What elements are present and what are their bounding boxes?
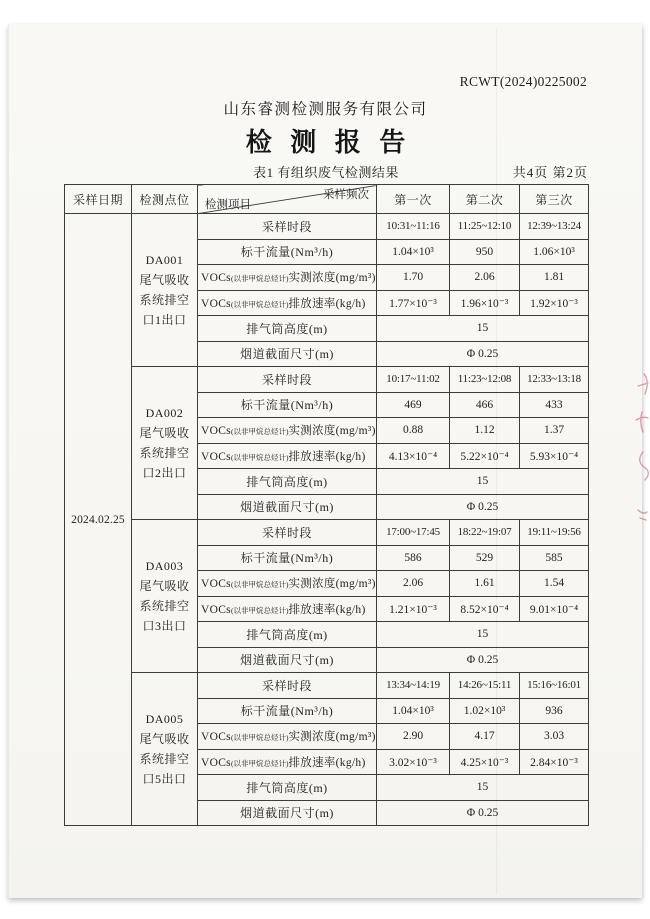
period-value: 12:39~13:24 (520, 214, 589, 240)
row-label-period: 采样时段 (198, 673, 377, 699)
voc-prefix: VOCs (201, 297, 231, 310)
period-value: 18:22~19:07 (450, 520, 520, 546)
period-value: 17:00~17:45 (377, 520, 450, 546)
point-code: DA002 (145, 406, 184, 420)
voc-qualifier: (以非甲烷总烃计) (230, 274, 289, 284)
voc-rate-suffix: 排放速率(kg/h) (288, 756, 366, 769)
flow-value: 1.04×10³ (377, 239, 450, 265)
concentration-value: 4.17 (450, 724, 520, 750)
flow-value: 936 (520, 698, 589, 724)
voc-qualifier: (以非甲烷总烃计) (230, 427, 289, 437)
table-caption-row (64, 162, 588, 180)
period-value: 10:17~11:02 (377, 367, 450, 393)
voc-qualifier: (以非甲烷总烃计) (230, 452, 289, 462)
concentration-value: 1.54 (520, 571, 589, 597)
monitor-point-da002 (132, 367, 198, 520)
concentration-value: 3.03 (520, 724, 589, 750)
table-row (65, 673, 589, 699)
point-line: 尾气吸收 (139, 579, 190, 593)
voc-prefix: VOCs (201, 450, 231, 463)
duct-size-value: Φ 0.25 (377, 800, 589, 826)
period-value: 10:31~11:16 (377, 214, 450, 240)
row-label-duct-size: 烟道截面尺寸(m) (198, 341, 377, 367)
voc-rate-suffix: 排放速率(kg/h) (288, 603, 366, 616)
voc-conc-suffix: 实测浓度(mg/m³) (288, 272, 376, 285)
concentration-value: 1.61 (450, 571, 520, 597)
duct-size-value: Φ 0.25 (377, 494, 589, 520)
voc-prefix: VOCs (201, 731, 231, 744)
duct-size-value: Φ 0.25 (377, 341, 589, 367)
rate-value: 5.93×10⁻⁴ (520, 443, 589, 469)
point-line: 系统排空 (139, 293, 190, 307)
concentration-value: 1.12 (450, 418, 520, 444)
row-label-period: 采样时段 (198, 520, 377, 546)
row-label-flow: 标干流量(Nm³/h) (198, 698, 377, 724)
rate-value: 2.84×10⁻³ (520, 749, 589, 775)
flow-value: 586 (377, 545, 450, 571)
row-label-duct-size: 烟道截面尺寸(m) (198, 494, 377, 520)
monitor-point-da005 (132, 673, 198, 826)
row-label-stack-height: 排气筒高度(m) (198, 469, 377, 495)
report-title: 检 测 报 告 (245, 128, 412, 157)
point-code: DA003 (145, 559, 184, 573)
row-label-period: 采样时段 (198, 214, 377, 240)
row-label-voc-rate (198, 749, 377, 775)
row-label-voc-concentration (198, 265, 377, 291)
concentration-value: 2.90 (377, 724, 450, 750)
point-line: 系统排空 (139, 446, 190, 460)
concentration-value: 1.81 (520, 265, 589, 291)
header-test-item: 检测项目 (205, 199, 251, 211)
point-code: DA001 (145, 253, 184, 267)
monitor-point-da001 (132, 214, 198, 367)
rate-value: 4.25×10⁻³ (450, 749, 520, 775)
header-run-2: 第二次 (450, 185, 520, 214)
row-label-flow: 标干流量(Nm³/h) (198, 239, 377, 265)
rate-value: 3.02×10⁻³ (377, 749, 450, 775)
rate-value: 4.13×10⁻⁴ (377, 443, 450, 469)
point-line: 系统排空 (139, 752, 190, 766)
table-row (65, 520, 589, 546)
voc-rate-suffix: 排放速率(kg/h) (288, 450, 366, 463)
voc-prefix: VOCs (201, 272, 231, 285)
period-value: 11:25~12:10 (450, 214, 520, 240)
rate-value: 5.22×10⁻⁴ (450, 443, 520, 469)
point-line: 口2出口 (142, 466, 187, 480)
row-label-duct-size: 烟道截面尺寸(m) (198, 800, 377, 826)
flow-value: 1.06×10³ (520, 239, 589, 265)
concentration-value: 2.06 (377, 571, 450, 597)
row-label-stack-height: 排气筒高度(m) (198, 622, 377, 648)
row-label-duct-size: 烟道截面尺寸(m) (198, 647, 377, 673)
stack-height-value: 15 (377, 622, 589, 648)
row-label-voc-rate (198, 443, 377, 469)
report-number: RCWT(2024)0225002 (459, 74, 587, 89)
rate-value: 8.52×10⁻⁴ (450, 596, 520, 622)
voc-rate-suffix: 排放速率(kg/h) (288, 297, 366, 310)
flow-value: 950 (450, 239, 520, 265)
voc-conc-suffix: 实测浓度(mg/m³) (288, 425, 376, 438)
header-sampling-date: 采样日期 (65, 185, 132, 214)
voc-prefix: VOCs (201, 756, 231, 769)
row-label-voc-rate (198, 596, 377, 622)
point-line: 口5出口 (142, 772, 187, 786)
row-label-stack-height: 排气筒高度(m) (198, 316, 377, 342)
row-label-voc-concentration (198, 418, 377, 444)
table-row (65, 214, 589, 240)
company-name: 山东睿测检测服务有限公司 (223, 101, 428, 118)
period-value: 13:34~14:19 (377, 673, 450, 699)
row-label-flow: 标干流量(Nm³/h) (198, 392, 377, 418)
voc-prefix: VOCs (201, 603, 231, 616)
period-value: 12:33~13:18 (520, 367, 589, 393)
header-monitor-point: 检测点位 (132, 185, 198, 214)
flow-value: 529 (450, 545, 520, 571)
header-sampling-frequency: 采样频次 (323, 189, 369, 201)
concentration-value: 2.06 (450, 265, 520, 291)
flow-value: 433 (520, 392, 589, 418)
header-run-3: 第三次 (520, 185, 589, 214)
table-caption: 表1 有组织废气检测结果 (253, 165, 399, 180)
results-table (64, 184, 589, 826)
point-line: 尾气吸收 (139, 732, 190, 746)
row-label-voc-rate (198, 290, 377, 316)
voc-conc-suffix: 实测浓度(mg/m³) (288, 731, 376, 744)
flow-value: 466 (450, 392, 520, 418)
red-ink-marks (614, 360, 650, 545)
rate-value: 1.92×10⁻³ (520, 290, 589, 316)
flow-value: 585 (520, 545, 589, 571)
period-value: 14:26~15:11 (450, 673, 520, 699)
stack-height-value: 15 (377, 469, 589, 495)
header-run-1: 第一次 (377, 185, 450, 214)
voc-conc-suffix: 实测浓度(mg/m³) (288, 578, 376, 591)
point-line: 尾气吸收 (139, 426, 190, 440)
header-diagonal-cell (198, 185, 377, 214)
voc-qualifier: (以非甲烷总烃计) (230, 580, 289, 590)
point-line: 口3出口 (142, 619, 187, 633)
concentration-value: 1.37 (520, 418, 589, 444)
voc-qualifier: (以非甲烷总烃计) (230, 733, 289, 743)
page-count: 共4页 第2页 (512, 165, 588, 180)
rate-value: 9.01×10⁻⁴ (520, 596, 589, 622)
sampling-date-cell: 2024.02.25 (65, 214, 132, 826)
rate-value: 1.21×10⁻³ (377, 596, 450, 622)
point-line: 尾气吸收 (139, 273, 190, 287)
period-value: 11:23~12:08 (450, 367, 520, 393)
point-line: 口1出口 (142, 313, 187, 327)
row-label-voc-concentration (198, 571, 377, 597)
row-label-voc-concentration (198, 724, 377, 750)
point-code: DA005 (145, 712, 184, 726)
flow-value: 1.04×10³ (377, 698, 450, 724)
paper-sheet (8, 24, 642, 898)
period-value: 19:11~19:56 (520, 520, 589, 546)
table-header-row (65, 185, 589, 214)
stack-height-value: 15 (377, 775, 589, 801)
period-value: 15:16~16:01 (520, 673, 589, 699)
voc-qualifier: (以非甲烷总烃计) (230, 758, 289, 768)
rate-value: 1.77×10⁻³ (377, 290, 450, 316)
duct-size-value: Φ 0.25 (377, 647, 589, 673)
voc-prefix: VOCs (201, 425, 231, 438)
voc-prefix: VOCs (201, 578, 231, 591)
flow-value: 1.02×10³ (450, 698, 520, 724)
concentration-value: 0.88 (377, 418, 450, 444)
monitor-point-da003 (132, 520, 198, 673)
flow-value: 469 (377, 392, 450, 418)
row-label-period: 采样时段 (198, 367, 377, 393)
point-line: 系统排空 (139, 599, 190, 613)
voc-qualifier: (以非甲烷总烃计) (230, 605, 289, 615)
row-label-flow: 标干流量(Nm³/h) (198, 545, 377, 571)
rate-value: 1.96×10⁻³ (450, 290, 520, 316)
voc-qualifier: (以非甲烷总烃计) (230, 299, 289, 309)
row-label-stack-height: 排气筒高度(m) (198, 775, 377, 801)
stack-height-value: 15 (377, 316, 589, 342)
concentration-value: 1.70 (377, 265, 450, 291)
table-row (65, 367, 589, 393)
